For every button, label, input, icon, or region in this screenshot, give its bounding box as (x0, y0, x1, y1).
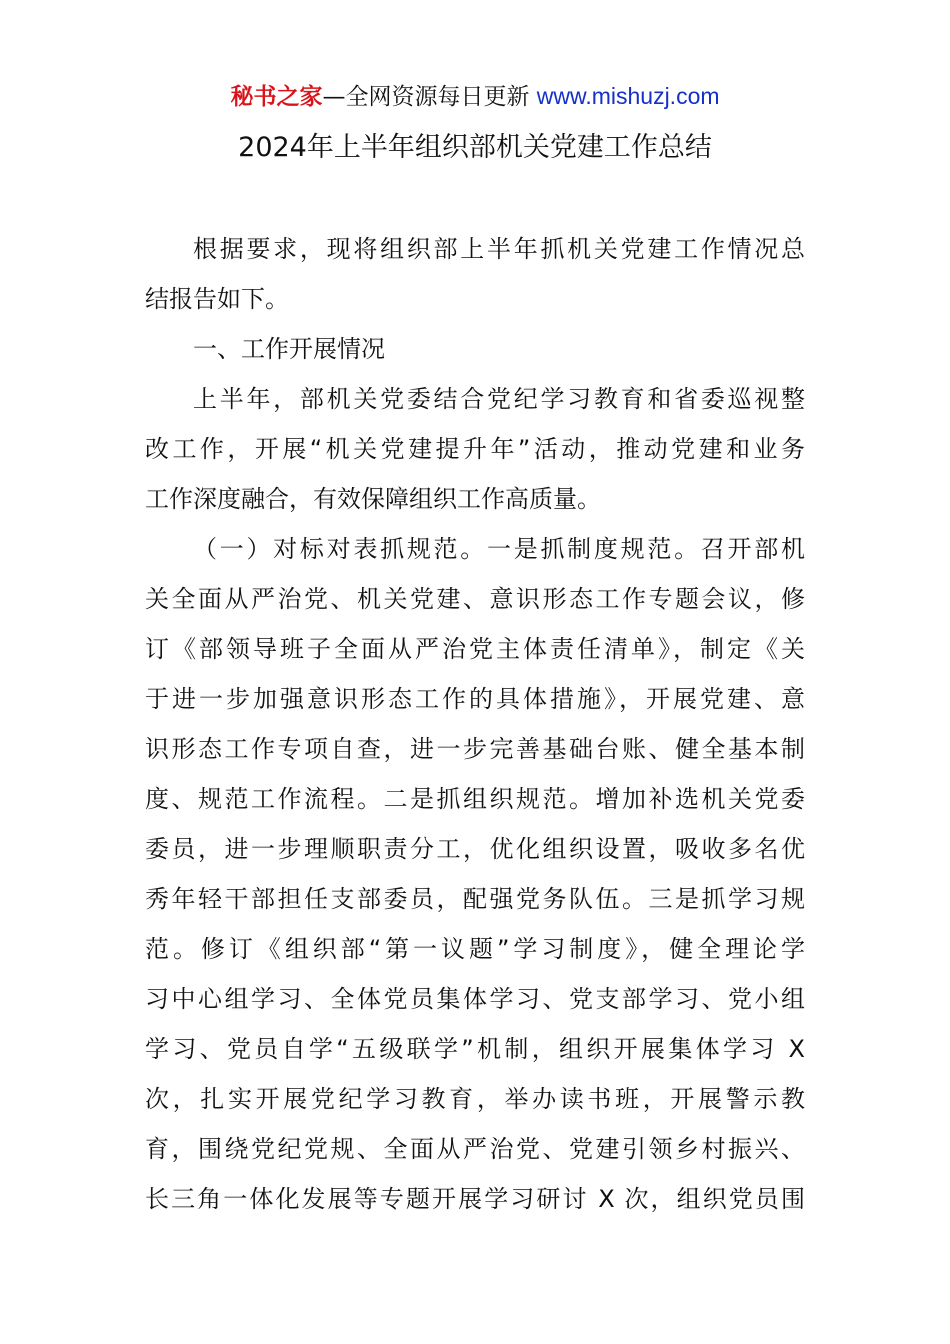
text-line: （一）对标对表抓规范。一是抓制度规范。召开部机 (193, 535, 805, 563)
text-line: 长三角一体化发展等专题开展学习研讨 X 次，组织党员围 (145, 1185, 805, 1213)
text-line: 秀年轻干部担任支部委员，配强党务队伍。三是抓学习规 (145, 885, 805, 913)
text-line: 于进一步加强意识形态工作的具体措施》，开展党建、意 (145, 685, 805, 713)
site-tagline: —全网资源每日更新 (322, 84, 537, 110)
text-line: 结报告如下。 (145, 285, 289, 313)
document-title: 2024年上半年组织部机关党建工作总结 (238, 132, 712, 163)
site-url: www.mishuzj.com (536, 83, 720, 109)
text-line: 范。修订《组织部“第一议题”学习制度》，健全理论学 (145, 935, 805, 963)
text-line: 订《部领导班子全面从严治党主体责任清单》，制定《关 (145, 635, 805, 663)
text-line: 上半年，部机关党委结合党纪学习教育和省委巡视整 (193, 385, 805, 413)
document-body (145, 224, 805, 1224)
text-line: 识形态工作专项自查，进一步完善基础台账、健全基本制 (145, 735, 805, 763)
text-line: 习中心组学习、全体党员集体学习、党支部学习、党小组 (145, 985, 805, 1013)
text-line: 工作深度融合，有效保障组织工作高质量。 (145, 485, 601, 513)
text-line: 委员，进一步理顺职责分工，优化组织设置，吸收多名优 (145, 835, 805, 863)
text-line: 根据要求，现将组织部上半年抓机关党建工作情况总 (193, 235, 805, 263)
text-line: 育，围绕党纪党规、全面从严治党、党建引领乡村振兴、 (145, 1135, 805, 1163)
text-line: 学习、党员自学“五级联学”机制，组织开展集体学习 X (145, 1035, 805, 1063)
text-line: 度、规范工作流程。二是抓组织规范。增加补选机关党委 (145, 785, 805, 813)
text-line: 次，扎实开展党纪学习教育，举办读书班，开展警示教 (145, 1085, 805, 1113)
site-watermark-header (0, 80, 950, 113)
text-line: 一、工作开展情况 (193, 335, 385, 363)
text-line: 关全面从严治党、机关党建、意识形态工作专题会议，修 (145, 585, 805, 613)
site-brand: 秘书之家 (230, 84, 323, 110)
text-line: 改工作，开展“机关党建提升年”活动，推动党建和业务 (145, 435, 805, 463)
